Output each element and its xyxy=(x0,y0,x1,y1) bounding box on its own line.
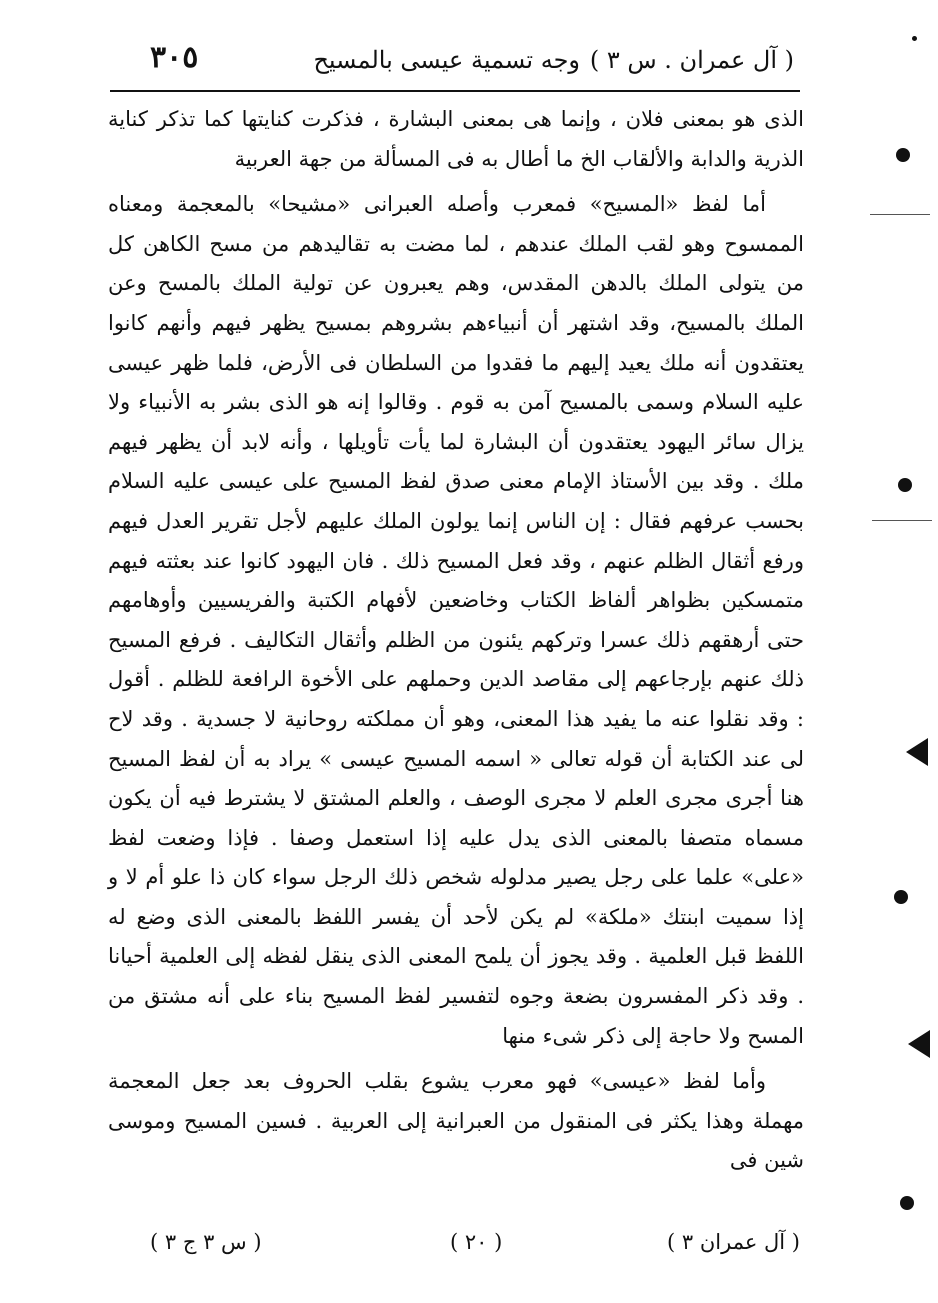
page-number: ٣٠٥ xyxy=(150,40,199,75)
footer-sheet-number: ( ٢٠ ) xyxy=(450,1230,503,1254)
scan-mark xyxy=(900,1196,914,1210)
scan-mark xyxy=(894,890,908,904)
scan-mark xyxy=(870,214,930,215)
scan-mark xyxy=(872,520,932,521)
header-surah-reference: ( آل عمران . س ٣ ) xyxy=(589,46,794,74)
header-section-title: وجه تسمية عيسى بالمسيح xyxy=(313,46,580,74)
footer-volume-reference: ( س ٣ ج ٣ ) xyxy=(150,1230,262,1254)
paragraph-1: الذى هو بمعنى فلان ، وإنما هى بمعنى البشارة ، فذكرت كنايتها كما تذكر كناية الذرية والدابة والألقاب الخ ما أطال به فى المسألة من جهة العربية xyxy=(108,107,804,171)
page-header xyxy=(110,40,800,90)
scan-mark xyxy=(898,478,912,492)
paragraph-3: وأما لفظ «عيسى» فهو معرب يشوع بقلب الحروف بعد جعل المعجمة مهملة وهذا يكثر فى المنقول من العبرانية إلى العربية . فسين المسيح وموسى شين فى xyxy=(108,1069,804,1173)
header-divider xyxy=(110,90,800,92)
footer-surah-reference: ( آل عمران ٣ ) xyxy=(667,1230,800,1254)
scan-mark xyxy=(908,1030,930,1058)
page-body xyxy=(108,100,804,1181)
scan-mark xyxy=(896,148,910,162)
scan-mark xyxy=(912,36,917,41)
scan-mark xyxy=(906,738,928,766)
paragraph-2: أما لفظ «المسيح» فمعرب وأصله العبرانى «مشيحا» بالمعجمة ومعناه الممسوح وهو لقب الملك عندهم ، لما مضت به تقاليدهم من مسح الكاهن كل من يتولى الملك بالدهن المقدس، وهم يعبرون عن تولية الملك بالمسح وعن الملك بالمسيح، وقد اشتهر أن أنبياءهم بشروهم بمسيح يظهر فيهم وأنهم كانوا يعتقدون أنه ملك يعيد إليهم ما فقدوا من السلطان فى الأرض، فلما ظهر عيسى عليه السلام وسمى بالمسيح آمن به قوم . وقالوا إنه هو الذى بشر به الأنبياء ولا يزال سائر اليهود يعتقدون أن البشارة لما يأت تأويلها ، وأنه لابد أن يظهر فيهم ملك . وقد بين الأستاذ الإمام معنى صدق لفظ المسيح على عيسى عليه السلام بحسب عرفهم فقال : إن الناس إنما يولون الملك عليهم لأجل تقرير العدل فيهم ورفع أثقال الظلم عنهم ، وقد فعل المسيح ذلك . فان اليهود كانوا عند بعثته فيهم متمسكين بظواهر ألفاظ الكتاب وخاضعين لأفهام الكتبة والفريسيين وأوهامهم حتى أرهقهم ذلك عسرا وتركهم يئنون من الظلم وأثقال التكاليف . فرفع المسيح ذلك عنهم بإرجاعهم إلى مقاصد الدين وحملهم على الأخوة الرافعة للظلم . أقول : وقد نقلوا عنه ما يفيد هذا المعنى، وهو أن مملكته روحانية لا جسدية . وقد لاح لى عند الكتابة أن قوله تعالى « اسمه المسيح عيسى » يراد به أن لفظ المسيح هنا أجرى مجرى العلم لا مجرى الوصف ، والعلم المشتق لا يشترط فيه أن يكون مسماه متصفا بالمعنى الذى يدل عليه إذا استعمل وصفا . فإذا وضعت لفظ «على» علما على رجل يصير مدلوله شخص ذلك الرجل سواء كان ذا علو أم لا و إذا سميت ابنتك «ملكة» لم يكن لأحد أن يفسر اللفظ بالمعنى الذى وضع له اللفظ قبل العلمية . وقد يجوز أن يلمح المعنى الذى ينقل لفظه إلى العلمية أحيانا . وقد ذكر المفسرون بضعة وجوه لتفسير لفظ المسيح بناء على أنه مشتق من المسح ولا حاجة إلى ذكر شىء منها xyxy=(108,192,804,1048)
page-footer xyxy=(150,1230,800,1270)
